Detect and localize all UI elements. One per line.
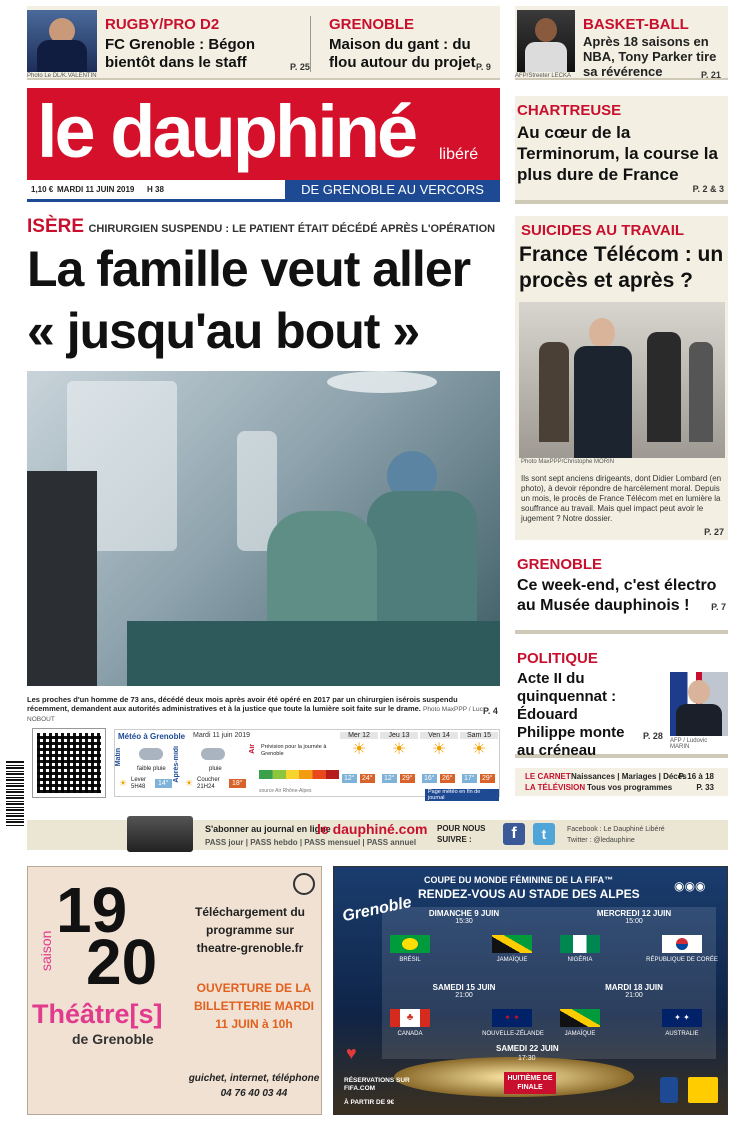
rugby-credit: Photo Le DL/K.VALENTIN	[27, 73, 97, 79]
side-politique[interactable]	[515, 646, 728, 758]
forecast-days	[340, 732, 498, 794]
weather-temp-morning: 14°	[155, 779, 172, 788]
politique-headline: Acte II du quinquennat : Édouard Philippe monte au créneau	[517, 670, 625, 759]
region-band: DE GRENOBLE AU VERCORS	[285, 180, 500, 199]
chartreuse-headline: Au cœur de la Terminorum, la course la plus dure de France	[517, 123, 718, 184]
weather-date: Mardi 11 juin 2019	[193, 732, 251, 739]
lead-kicker: ISÈRE	[27, 216, 85, 237]
flag-nigeria-icon	[560, 935, 600, 953]
lead-kicker-line	[27, 216, 500, 238]
ft-kicker: SUICIDES AU TRAVAIL	[521, 222, 685, 239]
side-france-telecom[interactable]	[515, 216, 728, 540]
theatre-p2: OUVERTURE DE LA BILLETTERIE MARDI 11 JUIN à 10h	[194, 981, 314, 1031]
chartreuse-kicker: CHARTREUSE	[517, 102, 622, 119]
match-3: SAMEDI 15 JUIN 21:00 ♣ ✦ ✦ CANADA NOUVELLE-ZÉLANDE	[382, 983, 546, 1053]
weather-faible: faible pluie	[137, 766, 166, 772]
theatre-logo-icon	[293, 873, 315, 895]
electro-page: P. 7	[711, 602, 726, 612]
forecast-day-2: Jeu 13 ☀ 12° 29°	[380, 732, 418, 794]
cloud-rain-icon	[139, 748, 163, 760]
flag-korea-icon	[662, 935, 702, 953]
ft-credit: Photo MaxPPP/Christophe MORIN	[521, 459, 615, 465]
carnet-label: LE CARNET	[525, 772, 571, 781]
sun-icon: ☀	[351, 741, 367, 758]
fifa-ad[interactable]	[333, 866, 728, 1115]
qr-code[interactable]	[33, 729, 105, 797]
teaser-basket[interactable]	[515, 6, 728, 80]
weather-matin: Matin	[115, 748, 122, 767]
sub-twitter: Twitter : @ledauphine	[567, 837, 635, 844]
theatre-saison: saison	[38, 930, 54, 971]
sun-icon: ☀	[119, 778, 128, 788]
rugby-kicker: RUGBY/PRO D2	[105, 16, 220, 33]
sub-brand[interactable]: le dauphiné.com	[317, 821, 428, 837]
lead-headline-1[interactable]: La famille veut aller	[27, 241, 471, 297]
edition: H 38	[147, 185, 164, 194]
ft-headline: France Télécom : un procès et après ?	[519, 243, 724, 292]
theatre-of: de Grenoble	[72, 1031, 154, 1047]
weather-lever: Lever	[131, 777, 147, 783]
electro-kicker: GRENOBLE	[517, 556, 603, 573]
theatre-p3: guichet, internet, téléphone 04 76 40 03 44	[188, 1073, 320, 1099]
lead-subkicker: CHIRURGIEN SUSPENDU : LE PATIENT ÉTAIT DÉCÉDÉ APRÈS L'OPÉRATION	[88, 223, 496, 235]
weather-box[interactable]	[114, 729, 500, 801]
theatre-name: Théâtre[s]	[32, 999, 163, 1029]
weather-title: Météo à Grenoble	[118, 732, 186, 741]
carnet-page: P. 16 à 18	[678, 772, 714, 781]
lead-caption-credit: Photo MaxPPP / Luc NOBOUT	[27, 706, 483, 723]
masthead-bar	[27, 180, 500, 202]
weather-am: Après-midi	[173, 746, 180, 783]
sub-follow: POUR NOUS SUIVRE :	[437, 824, 486, 844]
devices-icon	[127, 816, 193, 852]
subscribe-band[interactable]	[27, 820, 728, 850]
weather-source: source Air Rhône-Alpes	[259, 788, 312, 794]
forecast-day-3: Ven 14 ☀ 16° 26°	[420, 732, 458, 794]
weather-footer: Page météo en fin de journal	[425, 789, 499, 801]
weather-coucher-time: 21H24	[197, 784, 215, 790]
parker-credit: AFP/Streeter LECKA	[515, 73, 572, 79]
sub-facebook: Facebook : Le Dauphiné Libéré	[567, 826, 665, 833]
fifa-final-label: HUITIÈME DE FINALE	[504, 1072, 556, 1094]
fifa-heart-icon: ♥	[346, 1043, 357, 1063]
air-quality-scale	[259, 770, 339, 779]
lead-page: P. 4	[483, 706, 498, 716]
ft-photo	[519, 302, 725, 458]
theatre-ad[interactable]	[27, 866, 322, 1115]
masthead[interactable]	[27, 88, 500, 202]
weather-coucher: Coucher	[197, 777, 220, 783]
rugby-photo	[27, 10, 97, 72]
tv-page: P. 33	[696, 783, 714, 792]
gant-page: P. 9	[476, 62, 491, 72]
barcode	[6, 760, 24, 826]
rugby-page: P. 25	[290, 62, 310, 72]
philippe-photo	[670, 672, 728, 736]
sun-icon: ☀	[471, 741, 487, 758]
flag-canada-icon: ♣	[390, 1009, 430, 1027]
politique-kicker: POLITIQUE	[517, 650, 598, 667]
masthead-subtitle: libéré	[439, 146, 479, 163]
ft-page: P. 27	[704, 527, 724, 537]
flag-nz-icon: ✦ ✦	[492, 1009, 532, 1027]
flag-brazil-icon	[390, 935, 430, 953]
fifa-t1: COUPE DU MONDE FÉMININE DE LA FIFA™	[424, 875, 614, 885]
masthead-title: le dauphiné	[37, 90, 416, 173]
chartreuse-page: P. 2 & 3	[692, 184, 724, 194]
side-grenoble[interactable]	[515, 550, 728, 634]
fifa-final-hour: 17:30	[518, 1055, 536, 1062]
fifa-resa: RÉSERVATIONS SUR FIFA.COM	[344, 1077, 410, 1092]
sponsor-logo-icon	[688, 1077, 718, 1103]
lead-caption	[27, 695, 500, 724]
theatre-p1: Téléchargement du programme sur theatre-grenoble.fr	[194, 905, 306, 955]
fifa-from: À PARTIR DE 9€	[344, 1099, 395, 1106]
basket-kicker: BASKET-BALL	[583, 16, 689, 33]
match-2: MERCREDI 12 JUIN 15:00 NIGÉRIA RÉPUBLIQUE DE CORÉE	[552, 909, 716, 979]
philippe-credit: AFP / Ludovic MARIN	[670, 738, 708, 750]
weather-air: Air	[249, 744, 256, 754]
carnet-box[interactable]	[515, 768, 728, 796]
sub-passes: PASS jour | PASS hebdo | PASS mensuel | PASS annuel	[205, 838, 417, 847]
fifa-logo-icon	[660, 1077, 678, 1103]
flag-australia-icon: ✦ ✦	[662, 1009, 702, 1027]
twitter-icon[interactable]: t	[533, 823, 555, 845]
parker-photo	[517, 10, 575, 72]
facebook-icon[interactable]: f	[503, 823, 525, 845]
sub-line1: S'abonner au journal en ligne	[205, 824, 331, 834]
match-1: DIMANCHE 9 JUIN 15:30 BRÉSIL JAMAÏQUE	[382, 909, 546, 979]
fifa-t2: RENDEZ-VOUS AU STADE DES ALPES	[418, 887, 640, 901]
issue-date: MARDI 11 JUIN 2019	[57, 185, 135, 194]
tv-label: LA TÉLÉVISION	[525, 783, 586, 792]
flag-jamaica-icon	[560, 1009, 600, 1027]
theatre-n1: 19	[56, 874, 128, 946]
weather-pluie: pluie	[209, 766, 222, 772]
match-4: MARDI 18 JUIN 21:00 ✦ ✦ JAMAÏQUE AUSTRALIE	[552, 983, 716, 1053]
politique-page: P. 28	[643, 731, 663, 741]
tv-text: Tous vos programmes	[587, 783, 673, 792]
fifa-lights-icon: ◉◉◉	[674, 879, 706, 893]
rugby-headline: FC Grenoble : Bégon bientôt dans le staff	[105, 36, 255, 71]
ft-body: Ils sont sept anciens dirigeants, dont Didier Lombard (en photo), à devoir répondre de harcèlement moral. Depuis un mois, le procès de France Télécom met en lumière la souffrance au travail. Mais quel impact peut avoir le jugement ? Notre dossier.	[521, 474, 722, 523]
gant-kicker: GRENOBLE	[329, 16, 415, 33]
carnet-text: Naissances | Mariages | Décès	[571, 772, 687, 781]
cloud-rain-icon-2	[201, 748, 225, 760]
fifa-city: Grenoble	[340, 893, 414, 926]
weather-prevision: Prévision pour la journée à Grenoble	[261, 744, 327, 757]
weather-lever-time: 5H48	[131, 784, 146, 790]
sun-icon: ☀	[391, 741, 407, 758]
lead-photo	[27, 371, 500, 686]
side-chartreuse[interactable]	[515, 96, 728, 204]
electro-headline: Ce week-end, c'est électro au Musée dauphinois !	[517, 577, 717, 614]
theatre-n2: 20	[86, 926, 158, 998]
lead-headline-2[interactable]: « jusqu'au bout »	[27, 303, 420, 359]
weather-temp-afternoon: 18°	[229, 779, 246, 788]
forecast-day-4: Sam 15 ☀ 17° 29°	[460, 732, 498, 794]
fifa-match-panel	[382, 907, 716, 1059]
forecast-day-1: Mer 12 ☀ 12° 24°	[340, 732, 378, 794]
basket-page: P. 21	[701, 70, 721, 80]
price: 1,10 €	[31, 185, 54, 194]
flag-jamaica-icon	[492, 935, 532, 953]
sun-icon: ☀	[431, 741, 447, 758]
teaser-rugby[interactable]	[27, 6, 500, 80]
basket-headline: Après 18 saisons en NBA, Tony Parker tire sa révérence	[583, 34, 717, 79]
lead-caption-text: Les proches d'un homme de 73 ans, décédé deux mois après avoir été opéré en 2017 par un chirurgien isérois suspendu récemment, demandent aux autorités administratives et à la justice que toute la lumière soit faite sur le drame.	[27, 695, 458, 713]
fifa-final-date: SAMEDI 22 JUIN	[496, 1044, 559, 1053]
gant-headline: Maison du gant : du flou autour du projet	[329, 36, 476, 71]
sunset-icon: ☀	[185, 778, 194, 788]
